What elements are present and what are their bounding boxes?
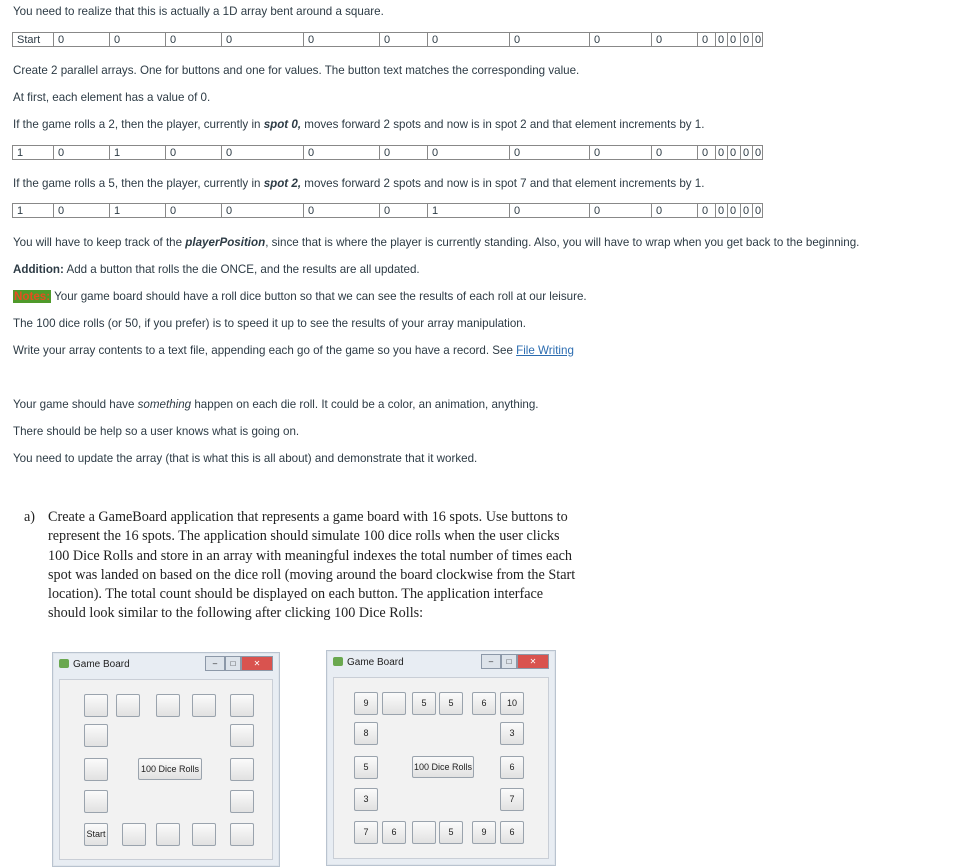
array-cell: 0 — [166, 32, 222, 47]
board-spot-button[interactable] — [412, 821, 436, 844]
board-spot-button[interactable]: 9 — [354, 692, 378, 715]
board-spot-button[interactable]: 3 — [500, 722, 524, 745]
board-spot-button[interactable]: 5 — [354, 756, 378, 779]
array-cell: 0 — [54, 32, 110, 47]
board-spot-button[interactable] — [116, 694, 140, 717]
board-spot-button[interactable] — [230, 823, 254, 846]
array-cell: 0 — [54, 145, 110, 160]
app-icon — [59, 659, 69, 668]
notes-text: Notes: Your game board should have a roll dice button so that we can see the results of each roll at our leisure. — [14, 290, 587, 303]
array-cell: 0 — [741, 32, 753, 47]
board-spot-button[interactable] — [84, 758, 108, 781]
array-cell: 0 — [510, 32, 590, 47]
array-cell: 0 — [222, 203, 304, 218]
array-cell: 0 — [741, 203, 753, 218]
board-spot-button[interactable]: 10 — [500, 692, 524, 715]
board-spot-button[interactable] — [230, 758, 254, 781]
array-cell: 0 — [652, 32, 698, 47]
array-cell: 1 — [110, 203, 166, 218]
board-spot-button[interactable] — [84, 694, 108, 717]
problem-statement — [24, 508, 584, 624]
board-spot-button[interactable] — [156, 823, 180, 846]
parallel-arrays-text: Create 2 parallel arrays. One for buttons and one for values. The button text matches the corresponding value. — [13, 64, 580, 77]
array-cell: 0 — [510, 203, 590, 218]
app-icon — [333, 657, 343, 666]
file-writing-link[interactable]: File Writing — [516, 344, 574, 357]
roll-100-button[interactable]: 100 Dice Rolls — [412, 756, 474, 778]
array-cell: 1 — [12, 203, 54, 218]
array-cell: 0 — [755, 205, 762, 217]
array-cell: 0 — [755, 34, 762, 46]
roll-100-button[interactable]: 100 Dice Rolls — [138, 758, 202, 780]
player-position-text: You will have to keep track of the playerPosition, since that is where the player is currently standing. Also, you will have to wrap when you get back to the beginning. — [13, 236, 860, 249]
close-button[interactable]: ✕ — [241, 656, 273, 671]
array-cell: 0 — [741, 145, 753, 160]
array-cell: Start — [12, 32, 54, 47]
board-spot-button[interactable]: 6 — [500, 756, 524, 779]
array-cell: 0 — [716, 32, 728, 47]
board-spot-button[interactable] — [84, 790, 108, 813]
dice-100-text: The 100 dice rolls (or 50, if you prefer) is to speed it up to see the results of your array manipulation. — [13, 317, 526, 330]
array-cell: 0 — [728, 145, 741, 160]
array-cell: 0 — [428, 145, 510, 160]
game-board-window-after — [326, 650, 556, 866]
update-text: You need to update the array (that is what this is all about) and demonstrate that it worked. — [13, 452, 478, 465]
array-cell: 0 — [380, 32, 428, 47]
board-spot-button[interactable]: 5 — [439, 821, 463, 844]
array-cell: 0 — [590, 32, 652, 47]
minimize-button[interactable]: – — [481, 654, 501, 669]
initial-value-text: At first, each element has a value of 0. — [13, 91, 211, 104]
minimize-button[interactable]: – — [205, 656, 225, 671]
board-spot-button[interactable] — [156, 694, 180, 717]
array-cell: 1 — [428, 203, 510, 218]
board-spot-button[interactable] — [84, 724, 108, 747]
array-cell: 0 — [54, 203, 110, 218]
array-row-initial — [12, 32, 763, 49]
array-cell: 0 — [304, 203, 380, 218]
board-spot-button[interactable]: 9 — [472, 821, 496, 844]
array-row-after-roll-2 — [12, 145, 763, 162]
board-spot-button[interactable]: 3 — [354, 788, 378, 811]
maximize-button[interactable]: □ — [501, 654, 517, 669]
array-cell: 0 — [222, 32, 304, 47]
start-spot-button[interactable]: Start — [84, 823, 108, 846]
array-cell: 0 — [728, 32, 741, 47]
array-cell: 1 — [12, 145, 54, 160]
notes-label: Notes: — [14, 290, 51, 303]
array-cell: 0 — [110, 32, 166, 47]
array-cell: 0 — [590, 145, 652, 160]
window-title: Game Board — [73, 659, 130, 670]
array-cell: 0 — [304, 32, 380, 47]
board-spot-button[interactable]: 6 — [500, 821, 524, 844]
array-cell: 0 — [728, 203, 741, 218]
array-cell: 0 — [166, 145, 222, 160]
board-spot-button[interactable]: 6 — [472, 692, 496, 715]
board-spot-button[interactable]: 7 — [500, 788, 524, 811]
intro-text: You need to realize that this is actually a 1D array bent around a square. — [13, 5, 384, 18]
array-cell: 0 — [698, 32, 716, 47]
array-cell: 0 — [166, 203, 222, 218]
board-spot-button[interactable] — [122, 823, 146, 846]
board-spot-button[interactable] — [382, 692, 406, 715]
board-spot-button[interactable] — [230, 694, 254, 717]
array-cell: 0 — [652, 203, 698, 218]
array-cell: 0 — [755, 147, 762, 159]
board-spot-button[interactable]: 7 — [354, 821, 378, 844]
array-cell: 1 — [110, 145, 166, 160]
array-row-after-roll-5 — [12, 203, 763, 220]
array-cell: 0 — [590, 203, 652, 218]
file-writing-text: Write your array contents to a text file, appending each go of the game so you have a record. See File Writing — [13, 344, 574, 357]
board-spot-button[interactable] — [192, 823, 216, 846]
game-board-window-initial — [52, 652, 280, 867]
array-cell: 0 — [222, 145, 304, 160]
board-spot-button[interactable] — [230, 790, 254, 813]
array-cell: 0 — [510, 145, 590, 160]
array-cell: 0 — [698, 203, 716, 218]
roll-5-text: If the game rolls a 5, then the player, currently in spot 2, moves forward 2 spots and now is in spot 7 and that element increments by 1. — [13, 177, 705, 190]
array-cell: 0 — [716, 145, 728, 160]
array-cell: 0 — [380, 203, 428, 218]
array-cell: 0 — [716, 203, 728, 218]
board-spot-button[interactable] — [192, 694, 216, 717]
board-spot-button[interactable]: 8 — [354, 722, 378, 745]
something-text: Your game should have something happen on each die roll. It could be a color, an animation, anything. — [13, 398, 539, 411]
maximize-button[interactable]: □ — [225, 656, 241, 671]
close-button[interactable]: ✕ — [517, 654, 549, 669]
window-title: Game Board — [347, 657, 404, 668]
addition-text: Addition: Add a button that rolls the die ONCE, and the results are all updated. — [13, 263, 420, 276]
array-cell: 0 — [428, 32, 510, 47]
array-cell: 0 — [380, 145, 428, 160]
array-cell: 0 — [304, 145, 380, 160]
board-spot-button[interactable]: 5 — [439, 692, 463, 715]
board-spot-button[interactable]: 5 — [412, 692, 436, 715]
problem-text: Create a GameBoard application that represents a game board with 16 spots. Use buttons to represent the 16 spots. The application should simulate 100 dice rolls when the user clicks 100 Dice Rolls and store in an array with meaningful indexes the total number of times each spot was landed on based on the dice roll (moving around the board clockwise from the Start location). The total count should be displayed on each button. The application interface should look similar to the following after clicking 100 Dice Rolls: — [48, 509, 576, 622]
array-cell: 0 — [652, 145, 698, 160]
problem-label: a) — [24, 509, 36, 525]
roll-2-text: If the game rolls a 2, then the player, currently in spot 0, moves forward 2 spots and now is in spot 2 and that element increments by 1. — [13, 118, 705, 131]
array-cell: 0 — [698, 145, 716, 160]
board-spot-button[interactable]: 6 — [382, 821, 406, 844]
board-spot-button[interactable] — [230, 724, 254, 747]
help-text: There should be help so a user knows what is going on. — [13, 425, 300, 438]
